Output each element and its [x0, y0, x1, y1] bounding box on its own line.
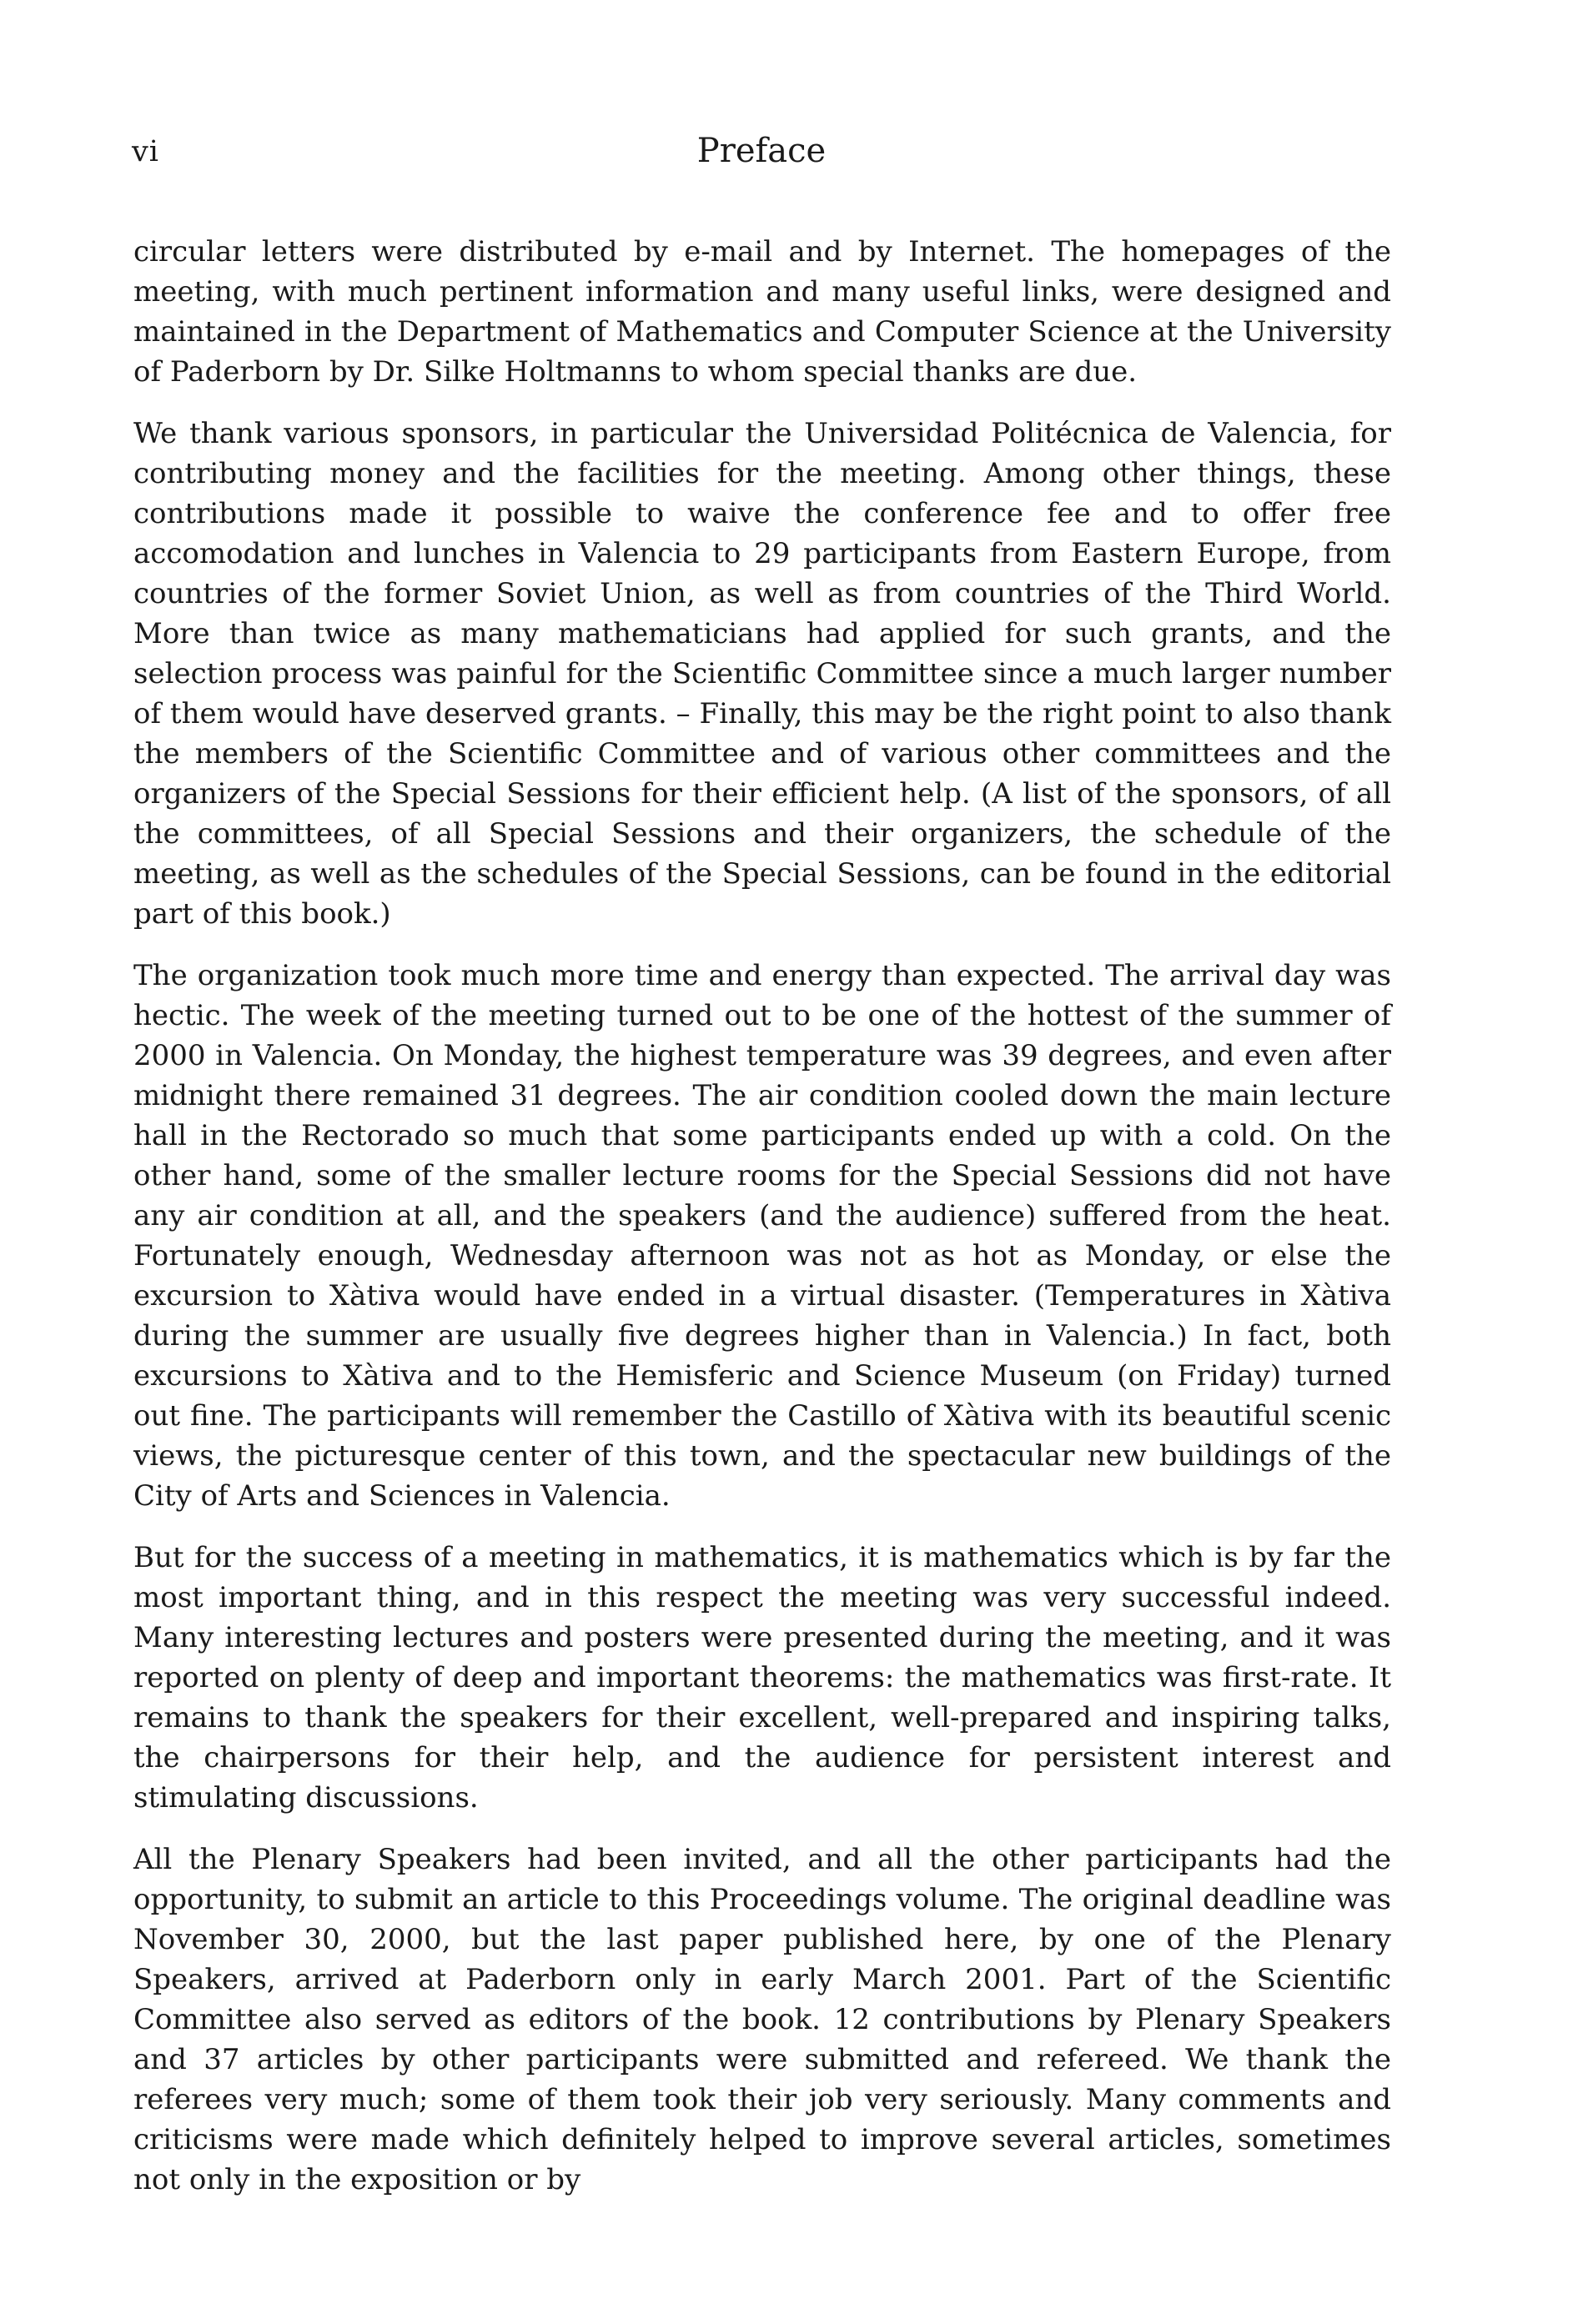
body-text — [133, 232, 1391, 2221]
paragraph-organization: The organization took much more time and energy than expected. The arrival day was hectic. The week of the meeting turned out to be one of the hottest of the summer of 2000 in Valencia. On Monday, the highest temperature was 39 degrees, and even after midnight there remained 31 degrees. The air condition cooled down the main lecture hall in the Rectorado so much that some participants ended up with a cold. On the other hand, some of the smaller lecture rooms for the Special Sessions did not have any air condition at all, and the speakers (and the audience) suffered from the heat. Fortunately enough, Wednesday afternoon was not as hot as Monday, or else the excursion to Xàtiva would have ended in a virtual disaster. (Temperatures in Xàtiva during the summer are usually five degrees higher than in Valencia.) In fact, both excursions to Xàtiva and to the Hemisferic and Science Museum (on Friday) turned out fine. The participants will remember the Castillo of Xàtiva with its beautiful scenic views, the picturesque center of this town, and the spectacular new buildings of the City of Arts and Sciences in Valencia. — [133, 959, 1391, 1513]
paragraph-sponsors: We thank various sponsors, in particular the Universidad Politécnica de Valencia, for contributing money and the facilities for the meeting. Among other things, these contributions made it possible to waive the conference fee and to offer free accomodation and lunches in Valencia to 29 participants from Eastern Europe, from countries of the former Soviet Union, as well as from countries of the Third World. More than twice as many mathematicians had applied for such grants, and the selection process was painful for the Scientific Committee since a much larger number of them would have deserved grants. – Finally, this may be the right point to also thank the members of the Scientific Committee and of various other committees and the organizers of the Special Sessions for their efficient help. (A list of the sponsors, of all the committees, of all Special Sessions and their organizers, the schedule of the meeting, as well as the schedules of the Special Sessions, can be found in the editorial part of this book.) — [133, 417, 1391, 931]
running-title: Preface — [696, 132, 827, 170]
page-number: vi — [132, 135, 159, 168]
paragraph-mathematics: But for the success of a meeting in mathematics, it is mathematics which is by far the most important thing, and in this respect the meeting was very successful indeed. Many interesting lectures and posters were presented during the meeting, and it was reported on plenty of deep and important theorems: the mathematics was first-rate. It remains to thank the speakers for their excellent, well-prepared and inspiring talks, the chairpersons for their help, and the audience for persistent interest and stimulating discussions. — [133, 1541, 1391, 1815]
running-head — [132, 132, 1391, 173]
paragraph-proceedings: All the Plenary Speakers had been invited, and all the other participants had the opportunity, to submit an article to this Proceedings volume. The original deadline was November 30, 2000, but the last paper published here, by one of the Plenary Speakers, arrived at Paderborn only in early March 2001. Part of the Scientific Committee also served as editors of the book. 12 contributions by Plenary Speakers and 37 articles by other participants were submitted and refereed. We thank the referees very much; some of them took their job very seriously. Many comments and criticisms were made which definitely helped to improve several articles, sometimes not only in the exposition or by — [133, 1843, 1391, 2196]
paragraph-homepages: circular letters were distributed by e-mail and by Internet. The homepages of the meeting, with much pertinent information and many useful links, were designed and maintained in the Department of Mathematics and Computer Science at the University of Paderborn by Dr. Silke Holtmanns to whom special thanks are due. — [133, 235, 1391, 389]
